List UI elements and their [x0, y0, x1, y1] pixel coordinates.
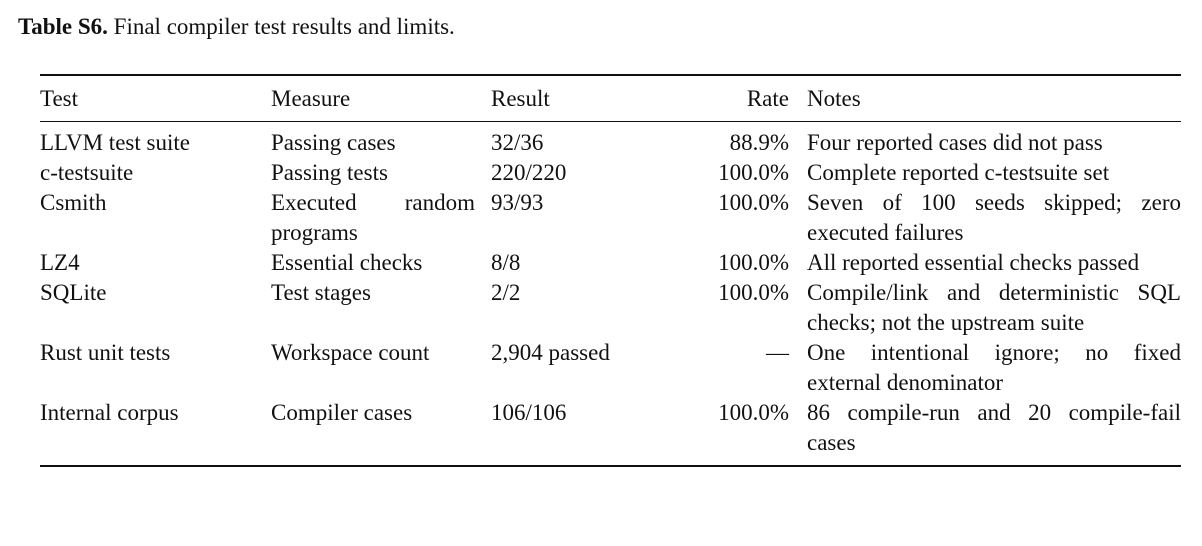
- cell-test: c-testsuite: [40, 160, 134, 185]
- cell-rate: 100.0%: [718, 400, 789, 425]
- cell-result: 2/2: [491, 280, 521, 305]
- cell-measure: Executed random programs: [271, 190, 475, 245]
- table-caption: [18, 12, 455, 42]
- cell-result: 93/93: [491, 190, 544, 215]
- cell-test: LZ4: [40, 250, 80, 275]
- cell-rate: —: [766, 340, 789, 365]
- cell-rate: 100.0%: [718, 280, 789, 305]
- cell-rate: 100.0%: [718, 250, 789, 275]
- table-row: [40, 248, 1181, 278]
- table-row: [40, 122, 1181, 158]
- table-header: [40, 76, 1181, 121]
- cell-notes: All reported essential checks passed: [807, 250, 1140, 275]
- cell-rate: 100.0%: [718, 160, 789, 185]
- header-measure: Measure: [271, 86, 351, 111]
- cell-result: 220/220: [491, 160, 567, 185]
- table-row: [40, 278, 1181, 338]
- cell-measure: Test stages: [271, 280, 371, 305]
- cell-notes: Compile/link and deterministic SQL checks; not the upstream suite: [807, 280, 1181, 335]
- cell-test: Csmith: [40, 190, 107, 215]
- header-rate: Rate: [746, 86, 789, 111]
- cell-notes: Complete reported c-testsuite set: [807, 160, 1110, 185]
- cell-result: 106/106: [491, 400, 567, 425]
- cell-measure: Passing cases: [271, 130, 396, 155]
- cell-test: Internal corpus: [40, 400, 179, 425]
- cell-measure: Essential checks: [271, 250, 423, 275]
- table-bottom-rule: [40, 465, 1181, 467]
- cell-notes: Seven of 100 seeds skipped; zero executed failures: [807, 190, 1181, 245]
- cell-notes: One intentional ignore; no fixed external denominator: [807, 340, 1181, 395]
- cell-notes: Four reported cases did not pass: [807, 130, 1103, 155]
- cell-test: Rust unit tests: [40, 340, 171, 365]
- header-result: Result: [491, 86, 550, 111]
- caption-label: Table S6.: [18, 14, 108, 39]
- cell-rate: 88.9%: [729, 130, 789, 155]
- results-table-body: [40, 122, 1181, 465]
- header-test: Test: [40, 86, 78, 111]
- table-row: [40, 158, 1181, 188]
- cell-result: 2,904 passed: [491, 340, 610, 365]
- header-notes: Notes: [807, 86, 861, 111]
- caption-text: Final compiler test results and limits.: [113, 14, 455, 39]
- cell-result: 32/36: [491, 130, 544, 155]
- header-row: [40, 76, 1181, 121]
- cell-result: 8/8: [491, 250, 521, 275]
- cell-rate: 100.0%: [718, 190, 789, 215]
- results-table: [40, 76, 1181, 121]
- results-table-container: [40, 74, 1181, 467]
- table-row: [40, 338, 1181, 398]
- cell-measure: Compiler cases: [271, 400, 413, 425]
- cell-notes: 86 compile-run and 20 compile-fail cases: [807, 400, 1181, 455]
- cell-measure: Workspace count: [271, 340, 430, 365]
- table-row: [40, 398, 1181, 465]
- cell-test: LLVM test suite: [40, 130, 190, 155]
- table-row: [40, 188, 1181, 248]
- cell-measure: Passing tests: [271, 160, 388, 185]
- cell-test: SQLite: [40, 280, 107, 305]
